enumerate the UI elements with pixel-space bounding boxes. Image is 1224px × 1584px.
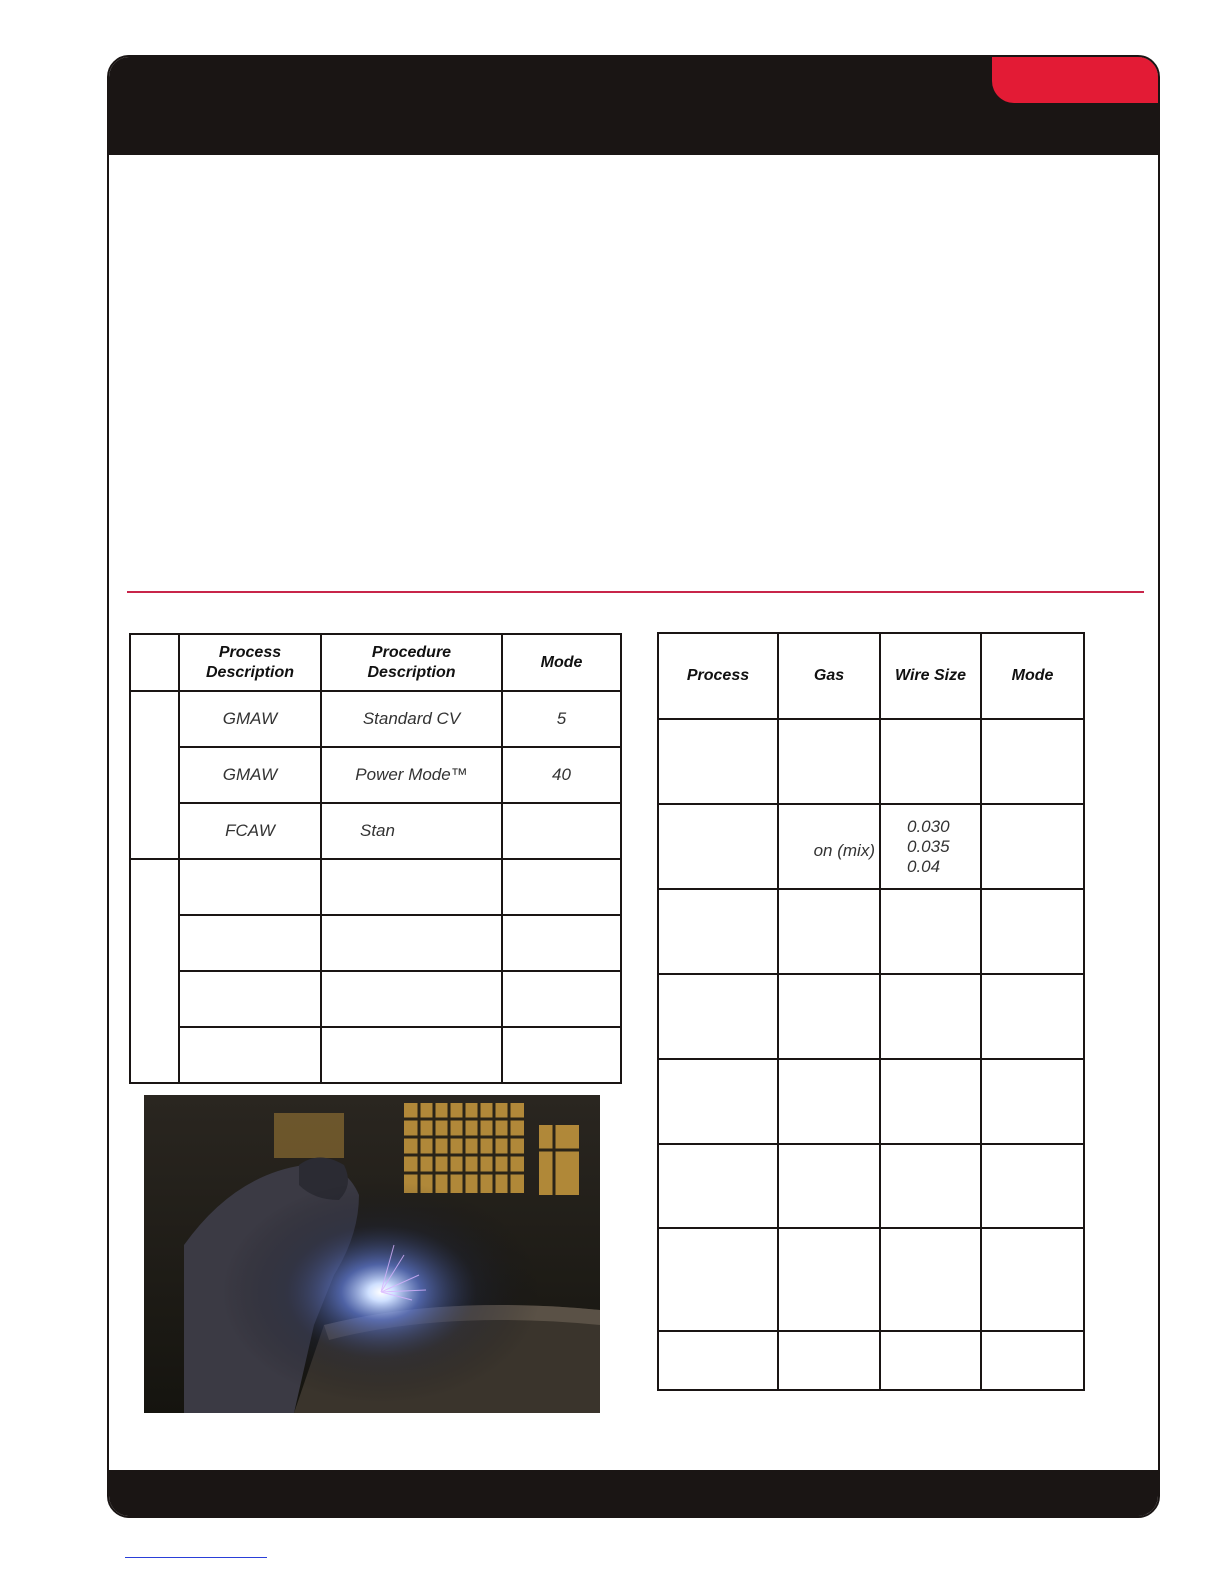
mode-cell: [502, 971, 621, 1027]
header-red-tab: [992, 57, 1158, 103]
table-cell: [778, 719, 880, 804]
wire-size-value: 0.030: [907, 816, 950, 836]
section-divider: [127, 591, 1144, 593]
table-row: [658, 1331, 1084, 1390]
table-cell: [880, 1228, 981, 1331]
wire-size-value: 0.04: [907, 856, 941, 876]
process-cell: [179, 915, 321, 971]
table-cell: [658, 889, 778, 974]
table-row: [130, 971, 621, 1027]
table-row: [130, 747, 621, 803]
wire-size-value: 0.035: [907, 836, 950, 856]
wire-size-list: [881, 817, 980, 877]
table-cell: [658, 1144, 778, 1228]
process-cell: FCAW: [179, 803, 321, 859]
process-cell: [179, 971, 321, 1027]
table-cell: [981, 974, 1084, 1059]
process-cell: [179, 859, 321, 915]
mode-cell: [502, 803, 621, 859]
footer-link-underline: [125, 1557, 267, 1558]
table-row: [658, 974, 1084, 1059]
table-cell: [778, 1144, 880, 1228]
table-cell: [981, 719, 1084, 804]
table-cell: [658, 1331, 778, 1390]
table-cell: [981, 889, 1084, 974]
header-wire-size: Wire Size: [880, 633, 981, 719]
table-cell: [880, 719, 981, 804]
process-cell: GMAW: [179, 691, 321, 747]
mode-cell: [502, 859, 621, 915]
table-row: [658, 889, 1084, 974]
procedure-cell: [321, 971, 502, 1027]
table-cell: [658, 1059, 778, 1144]
header-gas: Gas: [778, 633, 880, 719]
process-cell: GMAW: [179, 747, 321, 803]
table-cell: [778, 1228, 880, 1331]
table-row: [130, 1027, 621, 1083]
table-cell: [658, 719, 778, 804]
procedure-table: [129, 633, 622, 1084]
table-row: [130, 803, 621, 859]
header-process: Process: [658, 633, 778, 719]
table-row: [658, 1059, 1084, 1144]
group-cell: [130, 859, 179, 1083]
table-row: [658, 804, 1084, 889]
table-header-row: [130, 634, 621, 691]
header-process-description: Process Description: [179, 634, 321, 691]
procedure-cell: [321, 859, 502, 915]
table-cell: [981, 1059, 1084, 1144]
table-cell: [981, 804, 1084, 889]
table-cell: [981, 1331, 1084, 1390]
mode-cell: 5: [502, 691, 621, 747]
procedure-cell: Standard CV: [321, 691, 502, 747]
mode-cell: [502, 1027, 621, 1083]
header-mode: Mode: [502, 634, 621, 691]
header-procedure-description: Procedure Description: [321, 634, 502, 691]
mode-cell: [502, 915, 621, 971]
process-cell: [179, 1027, 321, 1083]
group-cell: [130, 691, 179, 859]
table-row: [130, 915, 621, 971]
table-cell: [880, 974, 981, 1059]
wire-gas-table: [657, 632, 1085, 1391]
procedure-cell: [321, 915, 502, 971]
table-cell: [658, 1228, 778, 1331]
header-mode: Mode: [981, 633, 1084, 719]
table-cell: [880, 1331, 981, 1390]
gas-cell: [778, 804, 880, 889]
table-row: [658, 1144, 1084, 1228]
table-row: [130, 691, 621, 747]
procedure-cell: [321, 1027, 502, 1083]
table-cell: [658, 804, 778, 889]
header-cell: [130, 634, 179, 691]
table-cell: [880, 1144, 981, 1228]
table-cell: [778, 1059, 880, 1144]
table-row: [658, 1228, 1084, 1331]
table-cell: [778, 889, 880, 974]
procedure-cell: Stan: [321, 803, 502, 859]
table-cell: [981, 1228, 1084, 1331]
table-cell: [778, 974, 880, 1059]
footer-band: [109, 1470, 1158, 1516]
procedure-cell: Power Mode™: [321, 747, 502, 803]
table-row: [130, 859, 621, 915]
mode-cell: 40: [502, 747, 621, 803]
wire-size-cell: [880, 804, 981, 889]
table-cell: [880, 889, 981, 974]
table-cell: [778, 1331, 880, 1390]
table-cell: [981, 1144, 1084, 1228]
welder-photo: [144, 1095, 600, 1413]
gas-value: on (mix): [813, 840, 875, 860]
table-row: [658, 719, 1084, 804]
table-header-row: [658, 633, 1084, 719]
table-cell: [658, 974, 778, 1059]
table-cell: [880, 1059, 981, 1144]
